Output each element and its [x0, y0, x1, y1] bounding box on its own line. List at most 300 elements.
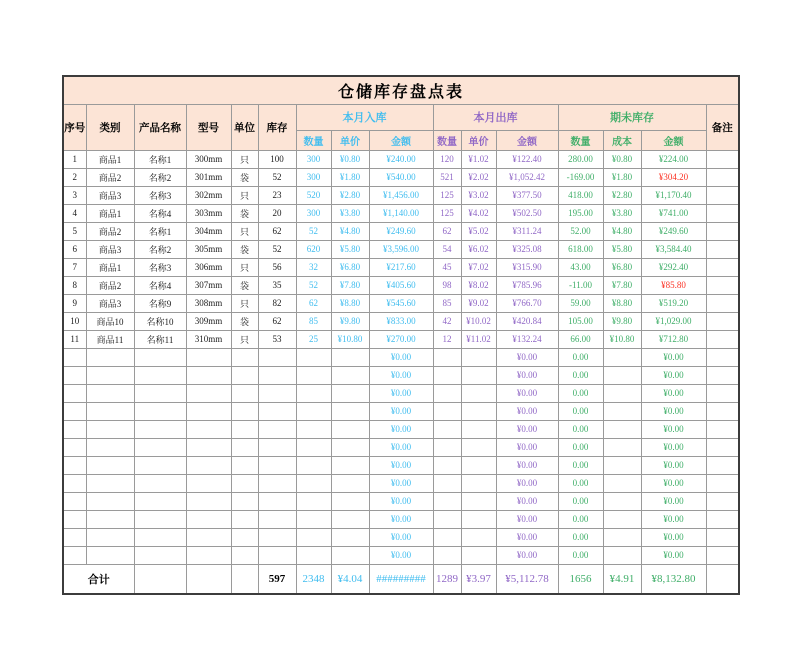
subheader-inbound-qty[interactable]: 数量 [296, 130, 331, 150]
cell-end-amount[interactable]: ¥1,029.00 [641, 312, 706, 330]
cell-in-amount[interactable]: ¥0.00 [369, 348, 433, 366]
cell-name[interactable]: 名称4 [134, 204, 186, 222]
cell-end-qty[interactable]: 0.00 [558, 528, 603, 546]
cell-no[interactable] [63, 528, 86, 546]
cell-stock[interactable] [258, 366, 296, 384]
cell-in-price[interactable]: ¥4.80 [331, 222, 369, 240]
cell-in-qty[interactable] [296, 474, 331, 492]
cell-stock[interactable] [258, 438, 296, 456]
cell-no[interactable] [63, 384, 86, 402]
cell-model[interactable] [186, 474, 231, 492]
cell-in-amount[interactable]: ¥0.00 [369, 366, 433, 384]
cell-in-qty[interactable] [296, 438, 331, 456]
cell-in-price[interactable]: ¥0.80 [331, 150, 369, 168]
total-inbound-qty[interactable]: 2348 [296, 564, 331, 594]
cell-out-qty[interactable] [433, 492, 461, 510]
cell-stock[interactable]: 52 [258, 240, 296, 258]
cell-out-amount[interactable]: ¥0.00 [496, 528, 558, 546]
cell-in-price[interactable] [331, 474, 369, 492]
cell-stock[interactable]: 56 [258, 258, 296, 276]
cell-stock[interactable]: 20 [258, 204, 296, 222]
cell-model[interactable] [186, 510, 231, 528]
cell-out-price[interactable] [461, 474, 496, 492]
total-outbound-price[interactable]: ¥3.97 [461, 564, 496, 594]
cell-no[interactable]: 4 [63, 204, 86, 222]
cell-end-qty[interactable]: 0.00 [558, 384, 603, 402]
cell-in-price[interactable] [331, 456, 369, 474]
cell-remark[interactable] [706, 312, 739, 330]
cell-end-qty[interactable]: 52.00 [558, 222, 603, 240]
cell-in-qty[interactable] [296, 528, 331, 546]
cell-out-qty[interactable]: 62 [433, 222, 461, 240]
cell-in-price[interactable] [331, 402, 369, 420]
cell-end-amount[interactable]: ¥1,170.40 [641, 186, 706, 204]
cell-out-qty[interactable]: 45 [433, 258, 461, 276]
cell-no[interactable]: 11 [63, 330, 86, 348]
cell-out-price[interactable]: ¥7.02 [461, 258, 496, 276]
cell-name[interactable]: 名称1 [134, 150, 186, 168]
cell-model[interactable]: 309mm [186, 312, 231, 330]
cell-end-amount[interactable]: ¥0.00 [641, 528, 706, 546]
cell-name[interactable] [134, 528, 186, 546]
cell-stock[interactable]: 23 [258, 186, 296, 204]
cell-name[interactable] [134, 456, 186, 474]
cell-category[interactable]: 商品1 [86, 204, 134, 222]
cell-out-amount[interactable]: ¥0.00 [496, 546, 558, 564]
cell-name[interactable] [134, 438, 186, 456]
cell-out-price[interactable] [461, 420, 496, 438]
cell-in-qty[interactable] [296, 384, 331, 402]
cell-category[interactable]: 商品2 [86, 222, 134, 240]
cell-in-price[interactable] [331, 438, 369, 456]
cell-out-price[interactable] [461, 438, 496, 456]
cell-name[interactable]: 名称3 [134, 186, 186, 204]
cell-category[interactable] [86, 384, 134, 402]
cell-end-qty[interactable]: 66.00 [558, 330, 603, 348]
cell-in-amount[interactable]: ¥0.00 [369, 474, 433, 492]
cell-category[interactable] [86, 510, 134, 528]
cell-model[interactable] [186, 456, 231, 474]
total-outbound-amount[interactable]: ¥5,112.78 [496, 564, 558, 594]
cell-remark[interactable] [706, 402, 739, 420]
cell-end-qty[interactable]: 0.00 [558, 438, 603, 456]
cell-remark[interactable] [706, 222, 739, 240]
cell-out-price[interactable] [461, 528, 496, 546]
cell-stock[interactable] [258, 528, 296, 546]
cell-unit[interactable]: 只 [231, 186, 258, 204]
cell-model[interactable] [186, 492, 231, 510]
cell-end-qty[interactable]: 0.00 [558, 492, 603, 510]
cell-end-cost[interactable]: ¥9.80 [603, 312, 641, 330]
cell-in-price[interactable]: ¥3.80 [331, 204, 369, 222]
cell-stock[interactable] [258, 402, 296, 420]
subheader-inbound-amount[interactable]: 金额 [369, 130, 433, 150]
cell-in-qty[interactable]: 25 [296, 330, 331, 348]
cell-out-qty[interactable] [433, 420, 461, 438]
cell-category[interactable] [86, 492, 134, 510]
cell-in-qty[interactable]: 32 [296, 258, 331, 276]
cell-out-price[interactable] [461, 384, 496, 402]
cell-name[interactable]: 名称3 [134, 258, 186, 276]
cell-end-cost[interactable]: ¥1.80 [603, 168, 641, 186]
cell-unit[interactable] [231, 474, 258, 492]
subheader-ending-amount[interactable]: 金额 [641, 130, 706, 150]
cell-end-amount[interactable]: ¥0.00 [641, 438, 706, 456]
cell-out-price[interactable] [461, 546, 496, 564]
cell-in-price[interactable]: ¥7.80 [331, 276, 369, 294]
cell-out-price[interactable]: ¥6.02 [461, 240, 496, 258]
cell-in-amount[interactable]: ¥0.00 [369, 402, 433, 420]
cell-end-cost[interactable] [603, 510, 641, 528]
col-header-category[interactable]: 类别 [86, 104, 134, 150]
cell-out-qty[interactable] [433, 402, 461, 420]
cell-end-amount[interactable]: ¥0.00 [641, 474, 706, 492]
cell-name[interactable]: 名称2 [134, 168, 186, 186]
cell-remark[interactable] [706, 204, 739, 222]
cell-name[interactable] [134, 510, 186, 528]
cell-no[interactable] [63, 420, 86, 438]
cell-end-amount[interactable]: ¥0.00 [641, 492, 706, 510]
cell-remark[interactable] [706, 186, 739, 204]
cell-unit[interactable]: 只 [231, 150, 258, 168]
subheader-outbound-price[interactable]: 单价 [461, 130, 496, 150]
total-empty-model[interactable] [186, 564, 231, 594]
cell-out-amount[interactable]: ¥0.00 [496, 402, 558, 420]
cell-out-qty[interactable]: 98 [433, 276, 461, 294]
cell-no[interactable] [63, 492, 86, 510]
cell-in-qty[interactable]: 52 [296, 222, 331, 240]
total-label[interactable]: 合计 [63, 564, 134, 594]
cell-end-cost[interactable] [603, 438, 641, 456]
cell-unit[interactable]: 袋 [231, 204, 258, 222]
cell-out-amount[interactable]: ¥377.50 [496, 186, 558, 204]
cell-in-amount[interactable]: ¥540.00 [369, 168, 433, 186]
cell-no[interactable] [63, 348, 86, 366]
cell-category[interactable] [86, 528, 134, 546]
cell-in-amount[interactable]: ¥240.00 [369, 150, 433, 168]
cell-unit[interactable] [231, 456, 258, 474]
cell-model[interactable] [186, 438, 231, 456]
cell-end-cost[interactable]: ¥10.80 [603, 330, 641, 348]
cell-stock[interactable] [258, 546, 296, 564]
cell-no[interactable]: 7 [63, 258, 86, 276]
cell-end-cost[interactable]: ¥0.80 [603, 150, 641, 168]
cell-end-amount[interactable]: ¥0.00 [641, 456, 706, 474]
cell-end-cost[interactable]: ¥5.80 [603, 240, 641, 258]
cell-in-price[interactable] [331, 366, 369, 384]
total-ending-amount[interactable]: ¥8,132.80 [641, 564, 706, 594]
cell-out-qty[interactable]: 85 [433, 294, 461, 312]
cell-end-qty[interactable]: 105.00 [558, 312, 603, 330]
cell-remark[interactable] [706, 276, 739, 294]
cell-in-qty[interactable] [296, 492, 331, 510]
cell-end-amount[interactable]: ¥0.00 [641, 384, 706, 402]
cell-end-cost[interactable]: ¥8.80 [603, 294, 641, 312]
cell-remark[interactable] [706, 168, 739, 186]
cell-out-qty[interactable] [433, 384, 461, 402]
cell-unit[interactable] [231, 384, 258, 402]
cell-remark[interactable] [706, 330, 739, 348]
cell-name[interactable] [134, 492, 186, 510]
cell-name[interactable]: 名称10 [134, 312, 186, 330]
total-empty-name[interactable] [134, 564, 186, 594]
cell-end-qty[interactable]: 0.00 [558, 366, 603, 384]
cell-out-amount[interactable]: ¥0.00 [496, 348, 558, 366]
cell-stock[interactable] [258, 348, 296, 366]
cell-in-amount[interactable]: ¥0.00 [369, 492, 433, 510]
cell-in-price[interactable]: ¥2.80 [331, 186, 369, 204]
cell-end-cost[interactable] [603, 402, 641, 420]
cell-out-price[interactable]: ¥10.02 [461, 312, 496, 330]
cell-out-qty[interactable] [433, 546, 461, 564]
cell-name[interactable]: 名称1 [134, 222, 186, 240]
cell-unit[interactable]: 袋 [231, 168, 258, 186]
cell-out-amount[interactable]: ¥785.96 [496, 276, 558, 294]
cell-in-qty[interactable]: 52 [296, 276, 331, 294]
cell-out-amount[interactable]: ¥0.00 [496, 420, 558, 438]
cell-out-price[interactable] [461, 510, 496, 528]
cell-end-amount[interactable]: ¥0.00 [641, 348, 706, 366]
cell-category[interactable]: 商品3 [86, 240, 134, 258]
total-outbound-qty[interactable]: 1289 [433, 564, 461, 594]
cell-out-amount[interactable]: ¥0.00 [496, 366, 558, 384]
cell-out-amount[interactable]: ¥0.00 [496, 384, 558, 402]
cell-category[interactable] [86, 438, 134, 456]
cell-remark[interactable] [706, 546, 739, 564]
cell-in-price[interactable] [331, 384, 369, 402]
cell-end-amount[interactable]: ¥519.20 [641, 294, 706, 312]
cell-in-qty[interactable] [296, 456, 331, 474]
cell-no[interactable]: 1 [63, 150, 86, 168]
col-header-stock[interactable]: 库存 [258, 104, 296, 150]
cell-name[interactable]: 名称2 [134, 240, 186, 258]
cell-stock[interactable]: 52 [258, 168, 296, 186]
cell-out-price[interactable]: ¥8.02 [461, 276, 496, 294]
cell-category[interactable]: 商品2 [86, 276, 134, 294]
cell-end-cost[interactable] [603, 348, 641, 366]
cell-end-cost[interactable] [603, 474, 641, 492]
cell-out-qty[interactable]: 125 [433, 204, 461, 222]
cell-end-cost[interactable]: ¥6.80 [603, 258, 641, 276]
group-header-inbound[interactable]: 本月入库 [296, 104, 433, 130]
cell-model[interactable]: 305mm [186, 240, 231, 258]
cell-name[interactable] [134, 546, 186, 564]
cell-out-amount[interactable]: ¥0.00 [496, 456, 558, 474]
cell-out-qty[interactable] [433, 366, 461, 384]
cell-end-cost[interactable]: ¥7.80 [603, 276, 641, 294]
cell-category[interactable] [86, 402, 134, 420]
cell-out-amount[interactable]: ¥0.00 [496, 492, 558, 510]
cell-unit[interactable]: 只 [231, 258, 258, 276]
cell-out-price[interactable] [461, 492, 496, 510]
cell-in-qty[interactable]: 520 [296, 186, 331, 204]
cell-no[interactable] [63, 510, 86, 528]
cell-remark[interactable] [706, 528, 739, 546]
cell-out-price[interactable]: ¥5.02 [461, 222, 496, 240]
cell-stock[interactable] [258, 456, 296, 474]
cell-model[interactable] [186, 420, 231, 438]
cell-no[interactable] [63, 546, 86, 564]
cell-out-price[interactable] [461, 348, 496, 366]
cell-stock[interactable] [258, 474, 296, 492]
cell-in-price[interactable] [331, 510, 369, 528]
cell-out-amount[interactable]: ¥311.24 [496, 222, 558, 240]
cell-unit[interactable]: 袋 [231, 312, 258, 330]
cell-end-amount[interactable]: ¥85.80 [641, 276, 706, 294]
cell-end-amount[interactable]: ¥0.00 [641, 546, 706, 564]
cell-remark[interactable] [706, 438, 739, 456]
cell-no[interactable]: 2 [63, 168, 86, 186]
cell-model[interactable]: 304mm [186, 222, 231, 240]
cell-no[interactable]: 10 [63, 312, 86, 330]
cell-out-qty[interactable] [433, 528, 461, 546]
cell-unit[interactable]: 只 [231, 222, 258, 240]
cell-in-amount[interactable]: ¥0.00 [369, 528, 433, 546]
cell-out-qty[interactable] [433, 438, 461, 456]
cell-out-price[interactable]: ¥1.02 [461, 150, 496, 168]
cell-end-amount[interactable]: ¥0.00 [641, 420, 706, 438]
col-header-no[interactable]: 序号 [63, 104, 86, 150]
cell-stock[interactable]: 62 [258, 312, 296, 330]
cell-model[interactable] [186, 366, 231, 384]
cell-in-amount[interactable]: ¥833.00 [369, 312, 433, 330]
cell-end-qty[interactable]: 280.00 [558, 150, 603, 168]
cell-category[interactable] [86, 420, 134, 438]
cell-model[interactable]: 300mm [186, 150, 231, 168]
cell-end-cost[interactable] [603, 420, 641, 438]
cell-name[interactable] [134, 474, 186, 492]
cell-category[interactable] [86, 366, 134, 384]
cell-category[interactable]: 商品11 [86, 330, 134, 348]
col-header-model[interactable]: 型号 [186, 104, 231, 150]
cell-in-qty[interactable] [296, 546, 331, 564]
cell-end-amount[interactable]: ¥3,584.40 [641, 240, 706, 258]
cell-category[interactable] [86, 348, 134, 366]
cell-category[interactable] [86, 546, 134, 564]
cell-in-price[interactable] [331, 528, 369, 546]
cell-end-qty[interactable]: 418.00 [558, 186, 603, 204]
cell-remark[interactable] [706, 150, 739, 168]
cell-out-amount[interactable]: ¥420.84 [496, 312, 558, 330]
cell-in-qty[interactable] [296, 366, 331, 384]
cell-end-cost[interactable] [603, 456, 641, 474]
cell-out-price[interactable]: ¥2.02 [461, 168, 496, 186]
cell-unit[interactable]: 只 [231, 330, 258, 348]
cell-remark[interactable] [706, 474, 739, 492]
cell-stock[interactable]: 53 [258, 330, 296, 348]
cell-out-qty[interactable] [433, 456, 461, 474]
cell-in-price[interactable] [331, 348, 369, 366]
cell-stock[interactable]: 35 [258, 276, 296, 294]
cell-end-cost[interactable] [603, 492, 641, 510]
cell-end-qty[interactable]: -11.00 [558, 276, 603, 294]
cell-model[interactable]: 310mm [186, 330, 231, 348]
cell-in-qty[interactable]: 300 [296, 204, 331, 222]
cell-unit[interactable] [231, 438, 258, 456]
col-header-remark[interactable]: 备注 [706, 104, 739, 150]
cell-end-qty[interactable]: 59.00 [558, 294, 603, 312]
cell-no[interactable] [63, 456, 86, 474]
subheader-ending-qty[interactable]: 数量 [558, 130, 603, 150]
cell-end-qty[interactable]: 0.00 [558, 420, 603, 438]
cell-out-price[interactable]: ¥11.02 [461, 330, 496, 348]
cell-end-amount[interactable]: ¥0.00 [641, 402, 706, 420]
total-remark[interactable] [706, 564, 739, 594]
cell-in-price[interactable] [331, 546, 369, 564]
group-header-ending[interactable]: 期未库存 [558, 104, 706, 130]
cell-unit[interactable] [231, 402, 258, 420]
cell-out-price[interactable]: ¥4.02 [461, 204, 496, 222]
cell-in-amount[interactable]: ¥249.60 [369, 222, 433, 240]
cell-out-qty[interactable]: 42 [433, 312, 461, 330]
total-ending-cost[interactable]: ¥4.91 [603, 564, 641, 594]
cell-out-qty[interactable]: 54 [433, 240, 461, 258]
cell-end-qty[interactable]: 0.00 [558, 402, 603, 420]
cell-no[interactable]: 6 [63, 240, 86, 258]
cell-model[interactable]: 306mm [186, 258, 231, 276]
cell-out-price[interactable]: ¥9.02 [461, 294, 496, 312]
cell-in-price[interactable] [331, 492, 369, 510]
cell-end-qty[interactable]: 0.00 [558, 348, 603, 366]
cell-unit[interactable] [231, 348, 258, 366]
cell-in-amount[interactable]: ¥0.00 [369, 438, 433, 456]
cell-unit[interactable] [231, 546, 258, 564]
cell-no[interactable]: 3 [63, 186, 86, 204]
cell-end-cost[interactable]: ¥3.80 [603, 204, 641, 222]
cell-out-price[interactable] [461, 402, 496, 420]
cell-out-amount[interactable]: ¥0.00 [496, 510, 558, 528]
cell-in-price[interactable]: ¥5.80 [331, 240, 369, 258]
cell-out-qty[interactable] [433, 474, 461, 492]
cell-in-qty[interactable]: 620 [296, 240, 331, 258]
cell-no[interactable] [63, 366, 86, 384]
cell-stock[interactable]: 62 [258, 222, 296, 240]
cell-stock[interactable] [258, 420, 296, 438]
cell-remark[interactable] [706, 366, 739, 384]
cell-out-qty[interactable] [433, 510, 461, 528]
total-empty-unit[interactable] [231, 564, 258, 594]
cell-out-price[interactable] [461, 366, 496, 384]
cell-model[interactable] [186, 384, 231, 402]
cell-model[interactable] [186, 546, 231, 564]
cell-end-cost[interactable] [603, 546, 641, 564]
cell-remark[interactable] [706, 456, 739, 474]
cell-category[interactable]: 商品1 [86, 258, 134, 276]
cell-name[interactable]: 名称9 [134, 294, 186, 312]
cell-end-amount[interactable]: ¥712.80 [641, 330, 706, 348]
cell-out-qty[interactable]: 12 [433, 330, 461, 348]
cell-out-price[interactable]: ¥3.02 [461, 186, 496, 204]
cell-model[interactable] [186, 528, 231, 546]
cell-out-amount[interactable]: ¥315.90 [496, 258, 558, 276]
cell-no[interactable] [63, 474, 86, 492]
cell-end-amount[interactable]: ¥249.60 [641, 222, 706, 240]
cell-end-qty[interactable]: 195.00 [558, 204, 603, 222]
cell-in-amount[interactable]: ¥217.60 [369, 258, 433, 276]
cell-stock[interactable] [258, 510, 296, 528]
cell-model[interactable]: 301mm [186, 168, 231, 186]
subheader-inbound-price[interactable]: 单价 [331, 130, 369, 150]
cell-out-amount[interactable]: ¥0.00 [496, 438, 558, 456]
cell-remark[interactable] [706, 240, 739, 258]
cell-out-amount[interactable]: ¥132.24 [496, 330, 558, 348]
cell-category[interactable] [86, 456, 134, 474]
cell-name[interactable] [134, 366, 186, 384]
cell-end-qty[interactable]: 0.00 [558, 474, 603, 492]
cell-in-qty[interactable] [296, 420, 331, 438]
cell-no[interactable]: 9 [63, 294, 86, 312]
cell-end-cost[interactable] [603, 384, 641, 402]
